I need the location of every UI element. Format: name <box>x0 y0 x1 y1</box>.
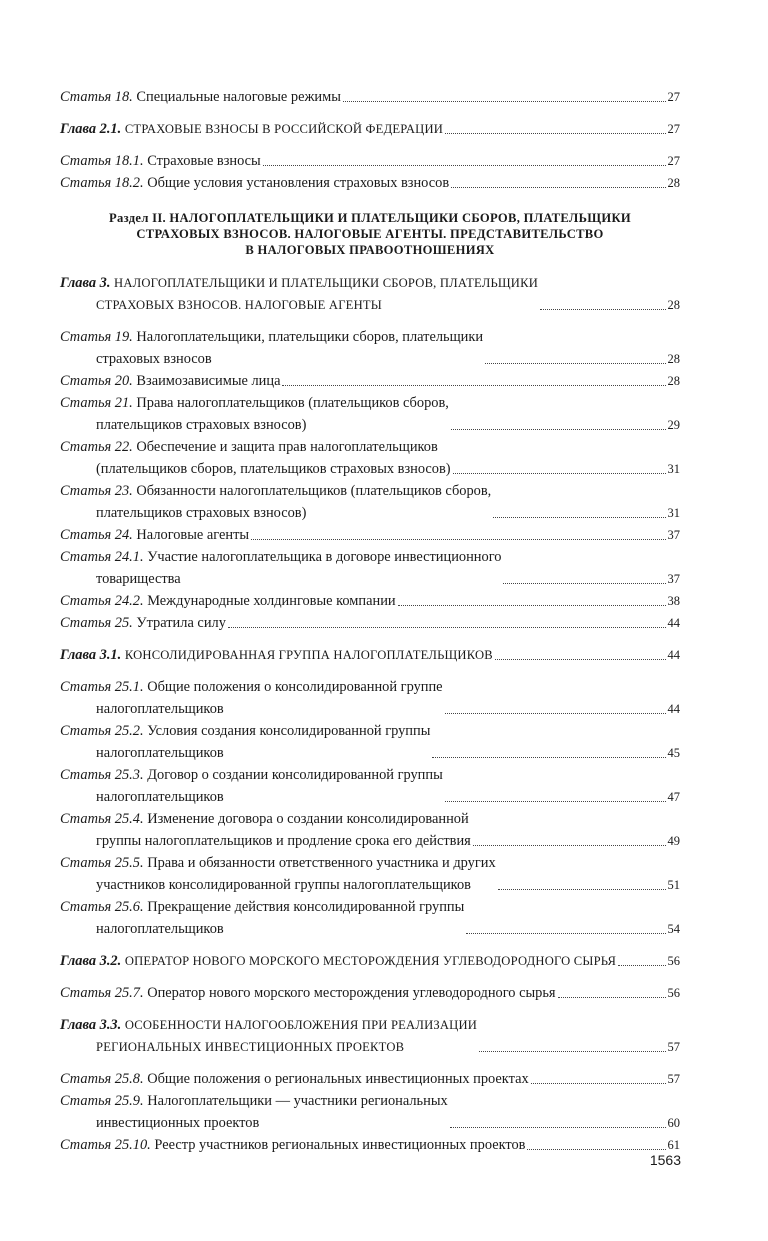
entry-text <box>60 370 280 392</box>
entry-label: Глава 3.3. <box>60 1017 122 1033</box>
entry-label: Статья 25.5. <box>60 855 144 871</box>
entry-page-number: 56 <box>667 954 680 968</box>
entry-text <box>60 644 493 666</box>
spacer <box>60 1058 680 1068</box>
entry-label: Глава 2.1. <box>60 121 122 137</box>
entry-page-number: 28 <box>667 352 680 366</box>
entry-page-number: 37 <box>667 528 680 542</box>
entry-title: Налоговые агенты <box>136 527 250 543</box>
toc-article-entry[interactable] <box>60 982 680 1004</box>
entry-title: СТРАХОВЫЕ ВЗНОСЫ В РОССИЙСКОЙ ФЕДЕРАЦИИ <box>124 122 444 136</box>
entry-text <box>60 392 449 436</box>
dot-leader <box>503 583 665 584</box>
entry-text <box>60 1068 529 1090</box>
entry-page-number: 54 <box>667 922 680 936</box>
entry-text <box>60 852 496 896</box>
entry-title: НАЛОГОПЛАТЕЛЬЩИКИ И ПЛАТЕЛЬЩИКИ СБОРОВ, ПЛАТЕЛЬЩИКИ СТРАХОВЫХ ВЗНОСОВ. НАЛОГОВЫЕ АГЕНТЫ <box>96 276 538 312</box>
entry-label: Статья 24. <box>60 527 133 543</box>
entry-label: Статья 18.1. <box>60 153 144 169</box>
table-of-contents <box>60 86 680 1156</box>
entry-label: Глава 3.2. <box>60 953 122 969</box>
entry-title: Утратила силу <box>136 615 226 631</box>
toc-article-entry[interactable] <box>60 150 680 172</box>
spacer <box>60 940 680 950</box>
entry-title: Общие условия установления страховых взносов <box>147 175 450 191</box>
toc-article-entry[interactable] <box>60 676 680 720</box>
entry-page-number: 27 <box>667 154 680 168</box>
dot-leader <box>558 997 666 998</box>
entry-text <box>60 896 464 940</box>
toc-article-entry[interactable] <box>60 764 680 808</box>
dot-leader <box>263 165 666 166</box>
entry-page-number: 27 <box>667 122 680 136</box>
entry-title: Прекращение действия консолидированной группы налогоплательщиков <box>96 899 465 937</box>
dot-leader <box>343 101 666 102</box>
spacer <box>60 316 680 326</box>
entry-text <box>60 172 449 194</box>
spacer <box>60 972 680 982</box>
spacer <box>60 634 680 644</box>
toc-article-entry[interactable] <box>60 172 680 194</box>
dot-leader <box>498 889 666 890</box>
toc-article-entry[interactable] <box>60 720 680 764</box>
toc-chapter-entry[interactable] <box>60 950 680 972</box>
entry-page-number: 44 <box>667 648 680 662</box>
section-heading: Раздел II. НАЛОГОПЛАТЕЛЬЩИКИ И ПЛАТЕЛЬЩИКИ СБОРОВ, ПЛАТЕЛЬЩИКИ СТРАХОВЫХ ВЗНОСОВ. НАЛОГОВЫЕ АГЕНТЫ. ПРЕДСТАВИТЕЛЬСТВО В НАЛОГОВЫХ ПРАВООТНОШЕНИЯХ <box>109 211 631 257</box>
entry-text <box>60 808 471 852</box>
entry-label: Статья 25. <box>60 615 133 631</box>
entry-text <box>60 590 396 612</box>
entry-page-number: 38 <box>667 594 680 608</box>
entry-label: Статья 20. <box>60 373 133 389</box>
entry-label: Статья 18. <box>60 89 133 105</box>
toc-article-entry[interactable] <box>60 326 680 370</box>
dot-leader <box>485 363 665 364</box>
entry-page-number: 28 <box>667 374 680 388</box>
toc-article-entry[interactable] <box>60 590 680 612</box>
toc-article-entry[interactable] <box>60 1134 680 1156</box>
entry-text <box>60 764 443 808</box>
entry-page-number: 29 <box>667 418 680 432</box>
entry-title: Права и обязанности ответственного участника и других участников консолидированной группы налогоплательщиков <box>96 855 496 893</box>
dot-leader <box>453 473 666 474</box>
entry-title: ОСОБЕННОСТИ НАЛОГООБЛОЖЕНИЯ ПРИ РЕАЛИЗАЦИИ РЕГИОНАЛЬНЫХ ИНВЕСТИЦИОННЫХ ПРОЕКТОВ <box>96 1018 478 1054</box>
entry-title: Реестр участников региональных инвестиционных проектов <box>154 1137 526 1153</box>
entry-text <box>60 612 226 634</box>
entry-title: Взаимозависимые лица <box>136 373 281 389</box>
entry-label: Статья 23. <box>60 483 133 499</box>
entry-title: ОПЕРАТОР НОВОГО МОРСКОГО МЕСТОРОЖДЕНИЯ УГЛЕВОДОРОДНОГО СЫРЬЯ <box>124 954 617 968</box>
dot-leader <box>398 605 666 606</box>
dot-leader <box>540 309 666 310</box>
dot-leader <box>451 429 666 430</box>
entry-page-number: 31 <box>667 462 680 476</box>
entry-page-number: 57 <box>667 1072 680 1086</box>
spacer <box>60 666 680 676</box>
entry-label: Статья 25.9. <box>60 1093 144 1109</box>
toc-article-entry[interactable] <box>60 808 680 852</box>
entry-text <box>60 720 430 764</box>
toc-article-entry[interactable] <box>60 392 680 436</box>
entry-text <box>60 436 451 480</box>
entry-page-number: 28 <box>667 176 680 190</box>
entry-text <box>60 676 443 720</box>
dot-leader <box>495 659 666 660</box>
entry-label: Статья 25.10. <box>60 1137 151 1153</box>
dot-leader <box>479 1051 665 1052</box>
entry-page-number: 49 <box>667 834 680 848</box>
spacer <box>60 108 680 118</box>
entry-text <box>60 950 616 972</box>
entry-page-number: 47 <box>667 790 680 804</box>
entry-title: Налогоплательщики, плательщики сборов, плательщики страховых взносов <box>96 329 484 367</box>
entry-page-number: 44 <box>667 702 680 716</box>
dot-leader <box>445 133 665 134</box>
entry-text <box>60 524 249 546</box>
entry-page-number: 57 <box>667 1040 680 1054</box>
entry-label: Статья 18.2. <box>60 175 144 191</box>
entry-text <box>60 86 341 108</box>
dot-leader <box>473 845 666 846</box>
entry-text <box>60 546 501 590</box>
toc-article-entry[interactable] <box>60 480 680 524</box>
entry-label: Статья 25.7. <box>60 985 144 1001</box>
entry-label: Глава 3.1. <box>60 647 122 663</box>
entry-text <box>60 118 443 140</box>
dot-leader <box>618 965 665 966</box>
entry-title: Договор о создании консолидированной группы налогоплательщиков <box>96 767 443 805</box>
toc-chapter-entry[interactable] <box>60 118 680 140</box>
entry-title: Права налогоплательщиков (плательщиков сборов, плательщиков страховых взносов) <box>96 395 449 433</box>
entry-text <box>60 480 491 524</box>
entry-page-number: 45 <box>667 746 680 760</box>
entry-label: Статья 25.8. <box>60 1071 144 1087</box>
toc-article-entry[interactable] <box>60 436 680 480</box>
entry-title: Обеспечение и защита прав налогоплательщиков (плательщиков сборов, плательщиков страховых взносов) <box>96 439 451 477</box>
entry-page-number: 56 <box>667 986 680 1000</box>
dot-leader <box>282 385 665 386</box>
entry-title: Обязанности налогоплательщиков (плательщиков сборов, плательщиков страховых взносов) <box>96 483 492 521</box>
entry-page-number: 28 <box>667 298 680 312</box>
toc-article-entry[interactable] <box>60 612 680 634</box>
entry-page-number: 31 <box>667 506 680 520</box>
toc-article-entry[interactable] <box>60 546 680 590</box>
entry-label: Статья 25.6. <box>60 899 144 915</box>
spacer <box>60 1004 680 1014</box>
dot-leader <box>228 627 666 628</box>
toc-article-entry[interactable] <box>60 896 680 940</box>
toc-chapter-entry[interactable] <box>60 644 680 666</box>
entry-page-number: 51 <box>667 878 680 892</box>
entry-label: Статья 24.2. <box>60 593 144 609</box>
dot-leader <box>445 713 666 714</box>
dot-leader <box>445 801 666 802</box>
entry-label: Статья 19. <box>60 329 133 345</box>
entry-title: Условия создания консолидированной группы налогоплательщиков <box>96 723 431 761</box>
entry-title: Специальные налоговые режимы <box>136 89 341 105</box>
entry-title: Страховые взносы <box>147 153 261 169</box>
entry-label: Статья 22. <box>60 439 133 455</box>
entry-title: Изменение договора о создании консолидированной группы налогоплательщиков и продление срока его действия <box>96 811 471 849</box>
spacer <box>60 140 680 150</box>
toc-chapter-entry[interactable] <box>60 1014 680 1058</box>
entry-page-number: 44 <box>667 616 680 630</box>
toc-article-entry[interactable] <box>60 86 680 108</box>
entry-page-number: 37 <box>667 572 680 586</box>
entry-label: Глава 3. <box>60 275 111 291</box>
entry-title: Общие положения о региональных инвестиционных проектах <box>147 1071 529 1087</box>
entry-title: КОНСОЛИДИРОВАННАЯ ГРУППА НАЛОГОПЛАТЕЛЬЩИКОВ <box>124 648 493 662</box>
entry-page-number: 61 <box>667 1138 680 1152</box>
entry-text <box>60 1134 525 1156</box>
dot-leader <box>432 757 665 758</box>
entry-text <box>60 272 538 316</box>
entry-label: Статья 25.4. <box>60 811 144 827</box>
dot-leader <box>493 517 665 518</box>
entry-text <box>60 1014 477 1058</box>
entry-text <box>60 982 556 1004</box>
entry-text <box>60 150 261 172</box>
dot-leader <box>451 187 665 188</box>
entry-page-number: 60 <box>667 1116 680 1130</box>
toc-chapter-entry[interactable] <box>60 272 680 316</box>
entry-title: Налогоплательщики — участники региональных инвестиционных проектов <box>96 1093 448 1131</box>
dot-leader <box>466 933 665 934</box>
dot-leader <box>527 1149 665 1150</box>
toc-article-entry[interactable] <box>60 1090 680 1134</box>
page-number: 1563 <box>649 1152 681 1168</box>
entry-title: Общие положения о консолидированной группе налогоплательщиков <box>96 679 443 717</box>
entry-text <box>60 1090 448 1134</box>
toc-article-entry[interactable] <box>60 852 680 896</box>
entry-label: Статья 25.2. <box>60 723 144 739</box>
entry-text <box>60 326 483 370</box>
entry-title: Международные холдинговые компании <box>147 593 396 609</box>
entry-label: Статья 24.1. <box>60 549 144 565</box>
toc-article-entry[interactable] <box>60 1068 680 1090</box>
entry-label: Статья 21. <box>60 395 133 411</box>
entry-title: Оператор нового морского месторождения углеводородного сырья <box>147 985 556 1001</box>
entry-title: Участие налогоплательщика в договоре инвестиционного товарищества <box>96 549 502 587</box>
toc-article-entry[interactable] <box>60 370 680 392</box>
dot-leader <box>251 539 665 540</box>
entry-label: Статья 25.3. <box>60 767 144 783</box>
toc-article-entry[interactable] <box>60 524 680 546</box>
entry-label: Статья 25.1. <box>60 679 144 695</box>
dot-leader <box>531 1083 666 1084</box>
dot-leader <box>450 1127 666 1128</box>
entry-page-number: 27 <box>667 90 680 104</box>
